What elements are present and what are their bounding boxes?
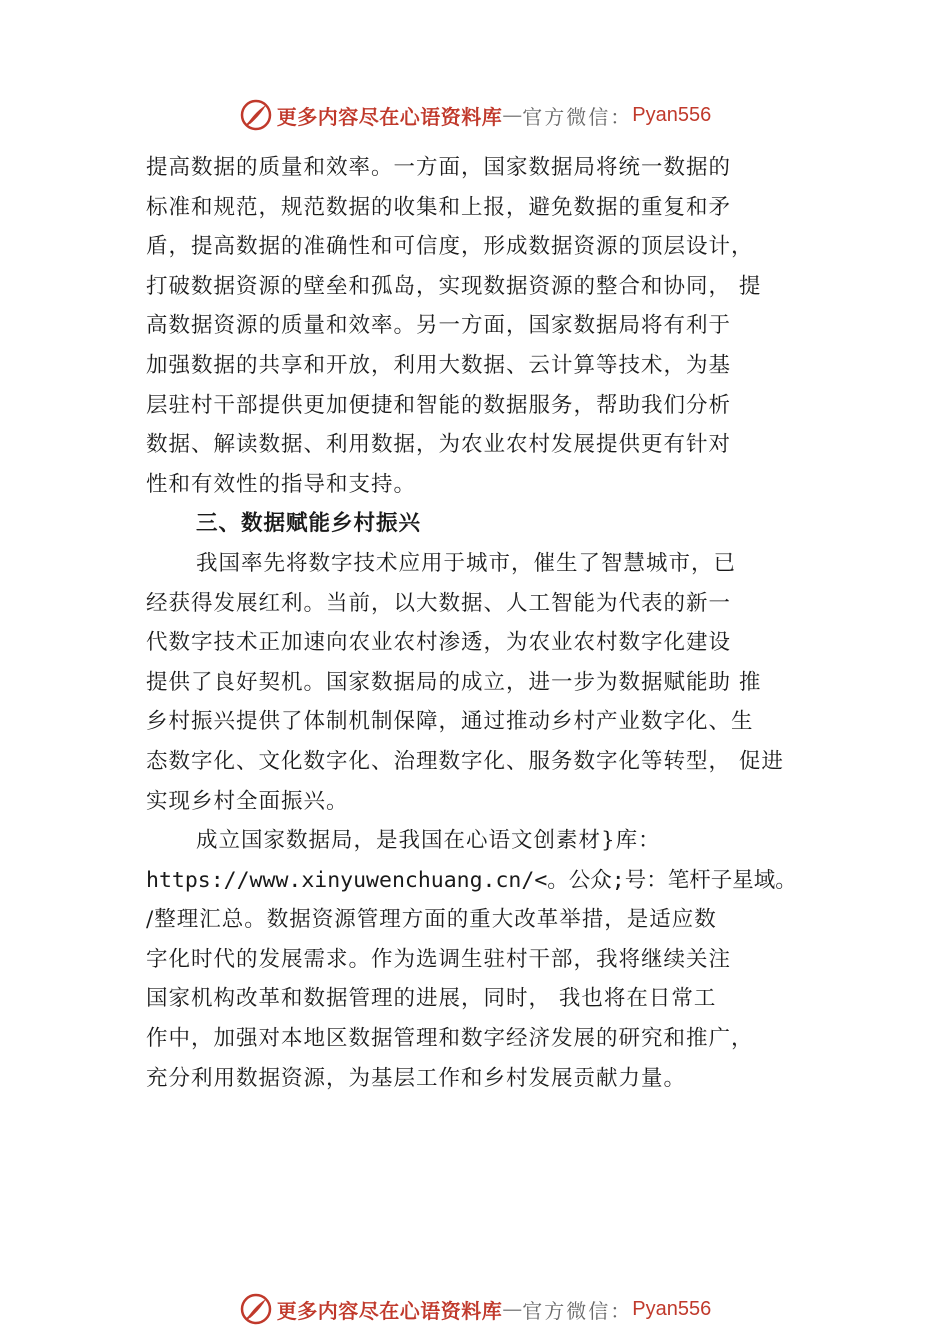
banner-separator: — [502,103,523,127]
text-line: 经获得发展红利。当前，以大数据、人工智能为代表的新一 [146,590,732,616]
banner-text: 更多内容尽在心语资料库 [276,1298,503,1323]
text-line: 我国率先将数字技术应用于城市，催生了智慧城市，已 [196,550,737,576]
text-line: 充分利用数据资源，为基层工作和乡村发展贡献力量。 [146,1065,687,1091]
text-line: 高数据资源的质量和效率。另一方面，国家数据局将有利于 [146,313,732,339]
text-line: 态数字化、文化数字化、治理数字化、服务数字化等转型， 促进 [146,748,784,774]
wechat-id: Pyan556 [632,1297,712,1320]
quill-logo-icon [239,1292,273,1326]
text-line: 性和有效性的指导和支持。 [146,471,417,497]
text-line: /整理汇总。数据资源管理方面的重大改革举措，是适应数 [146,907,717,933]
text-line: 提高数据的质量和效率。一方面，国家数据局将统一数据的 [146,155,732,180]
text-line: 打破数据资源的壁垒和孤岛，实现数据资源的整合和协同， 提 [146,273,762,299]
wechat-id: Pyan556 [632,103,712,126]
banner-label: 官方微信： [522,104,633,129]
text-line: 乡村振兴提供了体制机制保障，通过推动乡村产业数字化、生 [146,709,754,735]
banner-text: 更多内容尽在心语资料库 [276,104,503,129]
document-body [146,148,836,1098]
quill-logo-icon [239,98,273,132]
text-line: 代数字技术正加速向农业农村渗透，为农业农村数字化建设 [146,630,732,656]
text-line: 层驻村干部提供更加便捷和智能的数据服务，帮助我们分析 [146,392,732,418]
text-line: 标准和规范，规范数据的收集和上报，避免数据的重复和矛 [146,194,732,220]
text-line-url: https://www.xinyuwenchuang.cn/<。公众;号：笔杆子星域。 [146,867,797,893]
footer-banner [0,1289,950,1329]
header-banner [0,95,950,135]
banner-label: 官方微信： [522,1298,633,1323]
text-line: 数据、解读数据、利用数据，为农业农村发展提供更有针对 [146,432,732,458]
text-line: 加强数据的共享和开放，利用大数据、云计算等技术，为基 [146,352,732,378]
text-line: 作中，加强对本地区数据管理和数字经济发展的研究和推广， [146,1026,754,1052]
text-line: 字化时代的发展需求。作为选调生驻村干部，我将继续关注 [146,946,732,972]
text-line: 提供了良好契机。国家数据局的成立，进一步为数据赋能助 推 [146,669,762,695]
text-line: 成立国家数据局，是我国在心语文创素材}库： [196,828,661,854]
text-line: 盾，提高数据的准确性和可信度，形成数据资源的顶层设计， [146,234,754,260]
banner-separator: — [502,1297,523,1321]
section-heading: 三、数据赋能乡村振兴 [196,511,422,537]
text-line: 实现乡村全面振兴。 [146,788,349,814]
text-line: 国家机构改革和数据管理的进展，同时， 我也将在日常工 [146,986,717,1012]
